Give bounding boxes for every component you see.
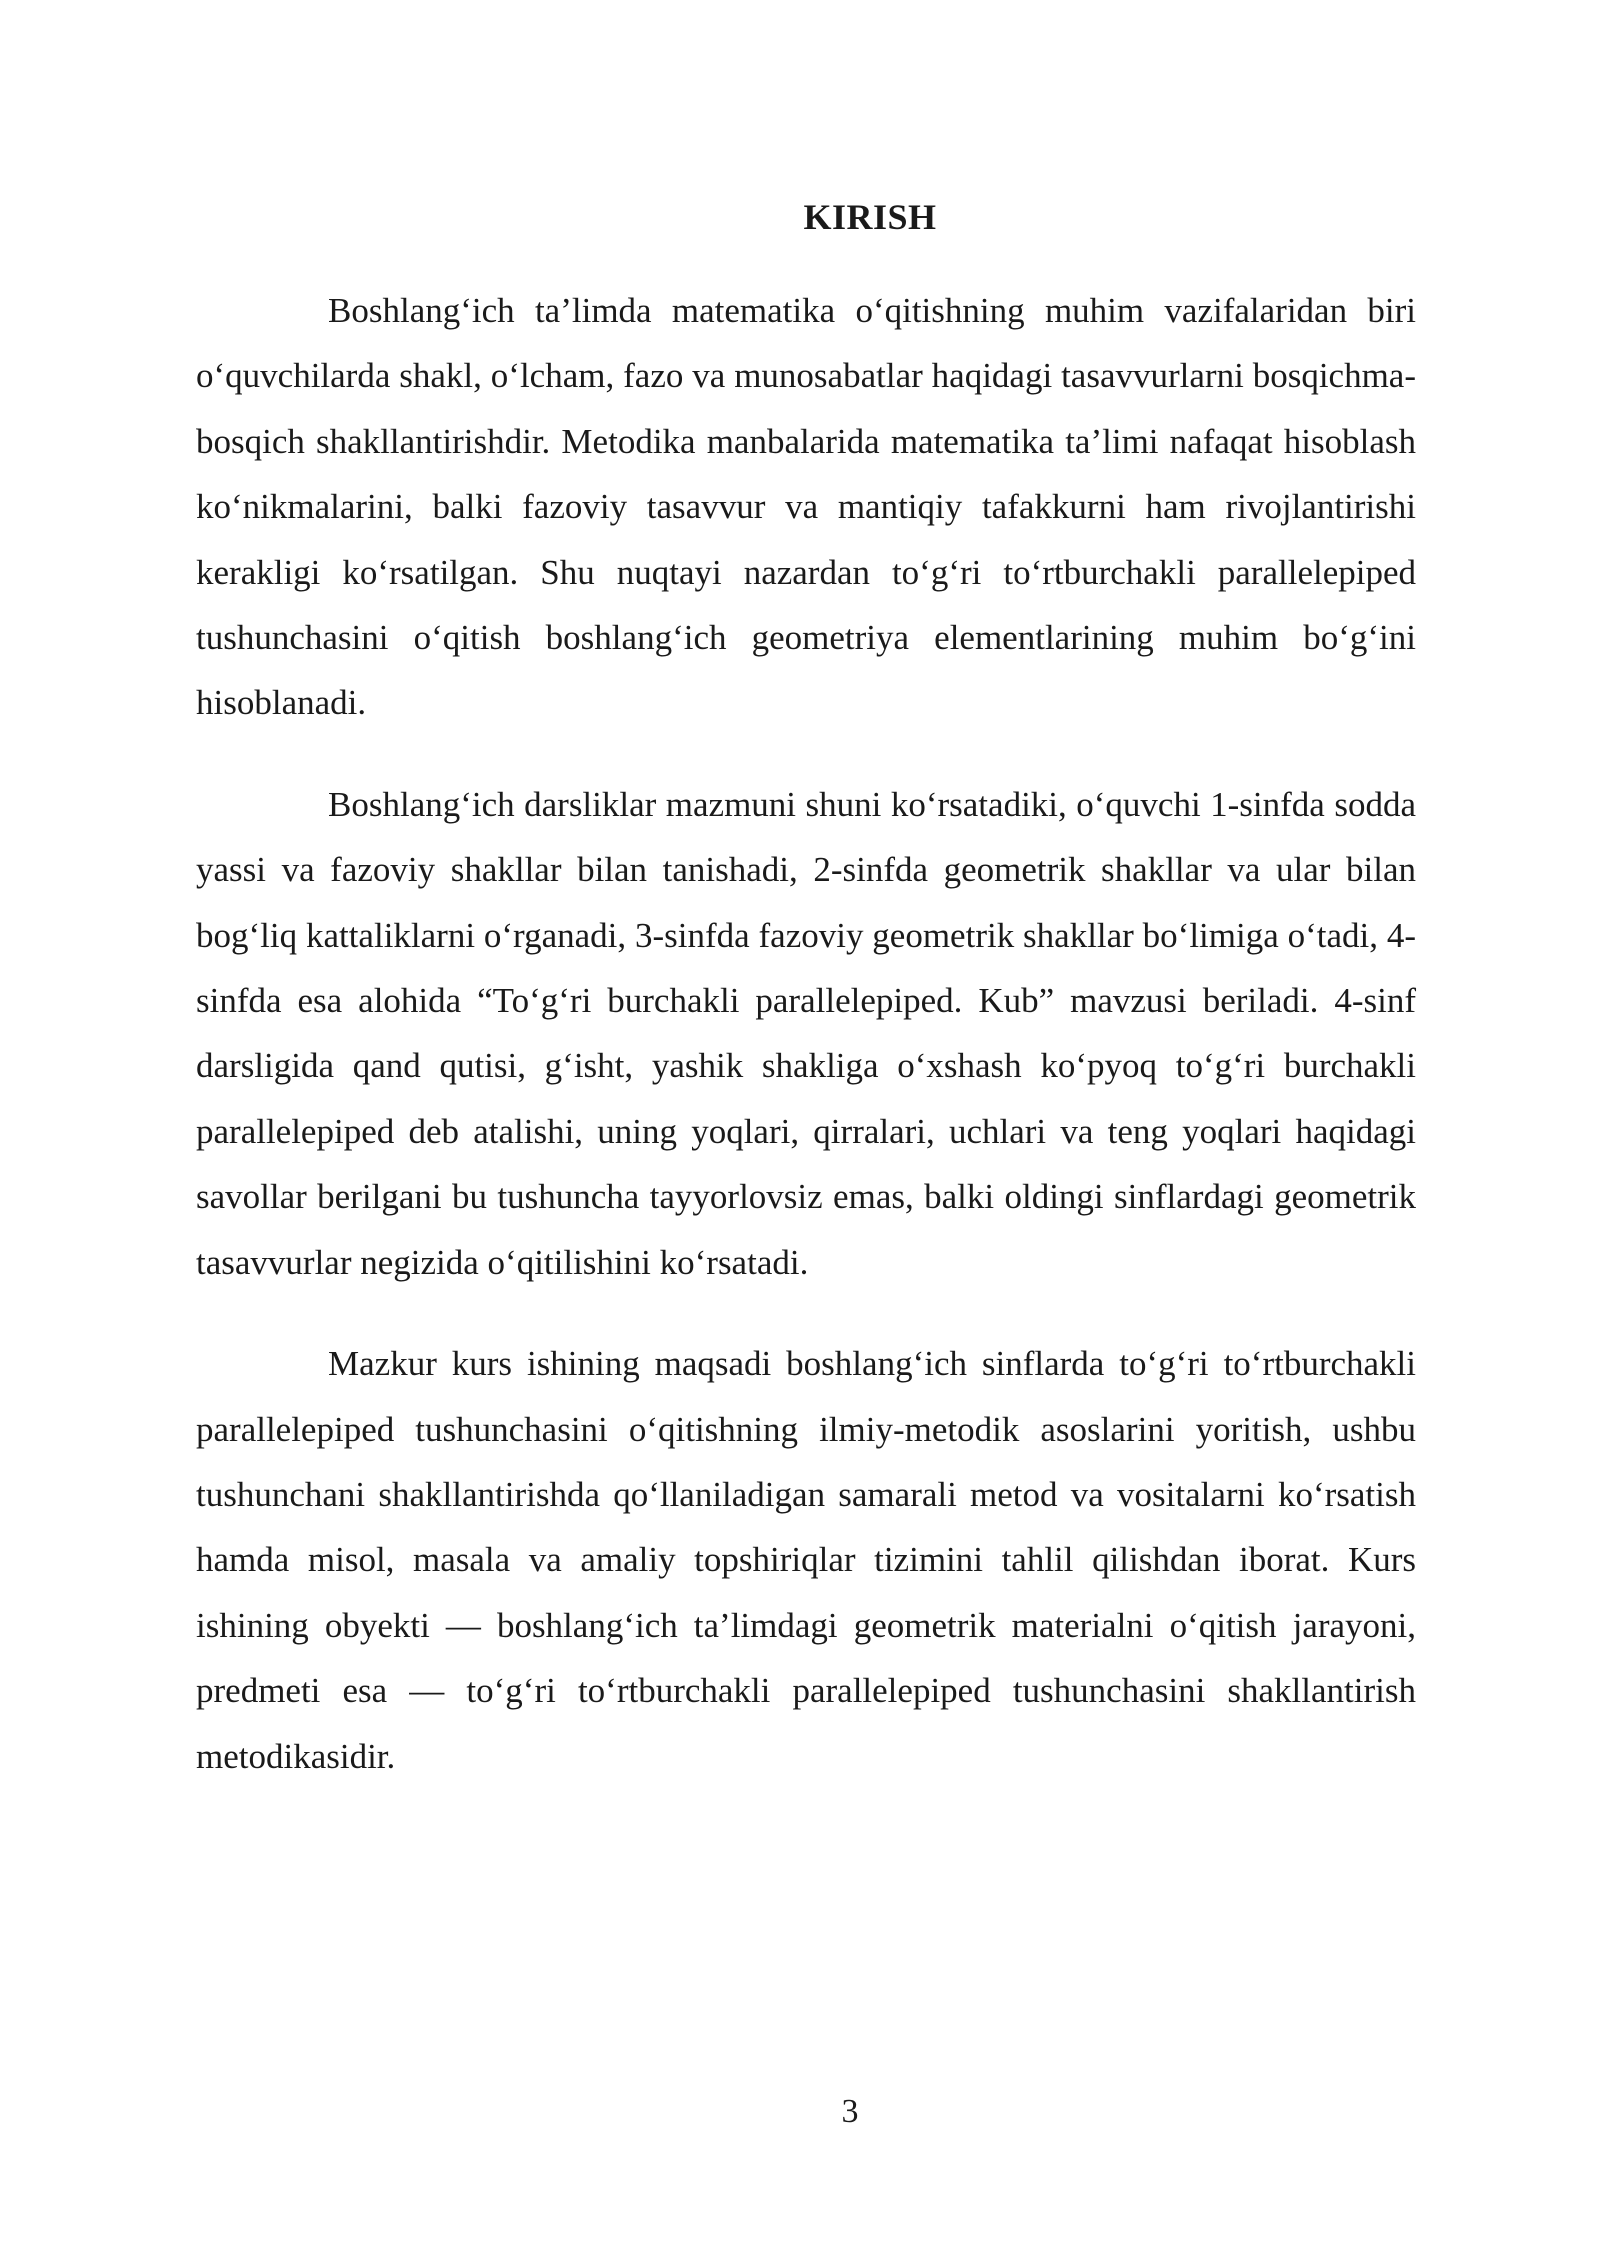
paragraph-2: Boshlang‘ich darsliklar mazmuni shuni ko‘rsatadiki, o‘quvchi 1-sinfda sodda yassi va fazoviy shakllar bilan tanishadi, 2-sinfda geometrik shakllar va ular bilan bog‘liq kattaliklarni o‘rganadi, 3-sinfda fazoviy geometrik shakllar bo‘limiga o‘tadi, 4-sinfda esa alohida “To‘g‘ri burchakli parallelepiped. Kub” mavzusi beriladi. 4-sinf darsligida qand qutisi, g‘isht, yashik shakliga o‘xshash ko‘pyoq to‘g‘ri burchakli parallelepiped deb atalishi, uning yoqlari, qirralari, uchlari va teng yoqlari haqidagi savollar berilgani bu tushuncha tayyorlovsiz emas, balki oldingi sinflardagi geometrik tasavvurlar negizida o‘qitilishini ko‘rsatadi. [196, 784, 1416, 1282]
document-body [196, 278, 1416, 1789]
paragraph-1: Boshlang‘ich ta’limda matematika o‘qitishning muhim vazifalaridan biri o‘quvchilarda shakl, o‘lcham, fazo va munosabatlar haqidagi tasavvurlarni bosqichma-bosqich shakllantirishdir. Metodika manbalarida matematika ta’limi nafaqat hisoblash ko‘nikmalarini, balki fazoviy tasavvur va mantiqiy tafakkurni ham rivojlantirishi kerakligi ko‘rsatilgan. Shu nuqtayi nazardan to‘g‘ri to‘rtburchakli parallelepiped tushunchasini o‘qitish boshlang‘ich geometriya elementlarining muhim bo‘g‘ini hisoblanadi. [196, 291, 1416, 723]
page-title: KIRISH [803, 197, 937, 237]
page-number: 3 [841, 2093, 859, 2130]
paragraph-3: Mazkur kurs ishining maqsadi boshlang‘ich sinflarda to‘g‘ri to‘rtburchakli parallelepiped tushunchasini o‘qitishning ilmiy-metodik asoslarini yoritish, ushbu tushunchani shakllantirishda qo‘llaniladigan samarali metod va vositalarni ko‘rsatish hamda misol, masala va amaliy topshiriqlar tizimini tahlil qilishdan iborat. Kurs ishining obyekti — boshlang‘ich ta’limdagi geometrik materialni o‘qitish jarayoni, predmeti esa — to‘g‘ri to‘rtburchakli parallelepiped tushunchasini shakllantirish metodikasidir. [196, 1344, 1416, 1776]
